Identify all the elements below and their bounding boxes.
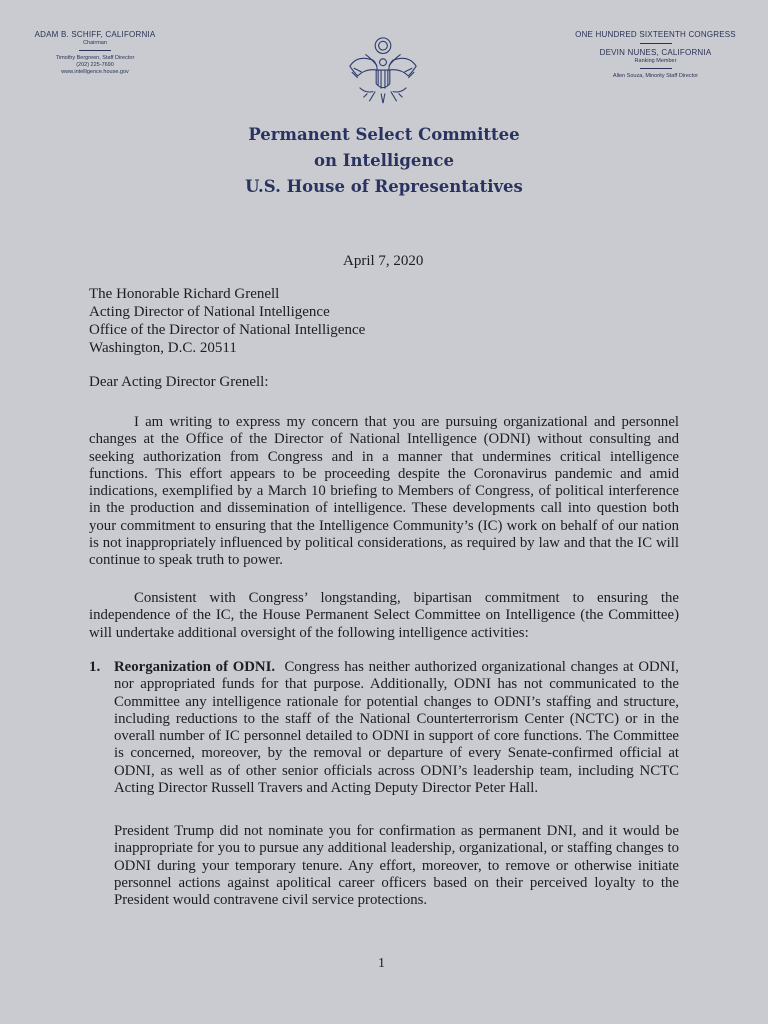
paragraph-1-text: I am writing to express my concern that you are pursuing organizational and personnel changes at the Office of the Director of National Intelligence (ODNI) without consulting and seeking authorization from Congress and in a manner that undermines critical intelligence functions. This effort appears to be proceeding despite the Coronavirus pandemic and amid indications, exemplified by a March 10 briefing to Members of Congress, of political interference in the production and dissemination of intelligence. These developments call into question both your commitment to ensuring that the Intelligence Community’s (IC) work on behalf of our nation is not inappropriately influenced by political considerations, as required by law and that the IC will continue to speak truth to power. [89, 414, 679, 569]
chairman-title: Chairman [83, 40, 107, 46]
paragraph-2-text: Consistent with Congress’ longstanding, bipartisan commitment to ensuring the independence of the IC, the House Permanent Select Committee on Intelligence (the Committee) will undertake additional oversight of the following intelligence activities: [89, 590, 679, 641]
minority-staff-director: Allen Souza, Minority Staff Director [612, 72, 699, 79]
letterhead-right [573, 30, 738, 80]
house-seal-icon [344, 33, 422, 111]
page-number: 1 [378, 956, 385, 971]
chairman-name: ADAM B. SCHIFF, CALIFORNIA [34, 30, 156, 39]
paragraph-4 [114, 823, 679, 909]
list-item-reorganization [114, 659, 679, 797]
address-line: Washington, D.C. 20511 [89, 340, 237, 356]
address-line: Acting Director of National Intelligence [89, 304, 330, 320]
divider [640, 68, 672, 69]
ranking-member-title: Ranking Member [634, 58, 677, 64]
committee-line-2: on Intelligence [314, 151, 454, 170]
address-line: The Honorable Richard Grenell [89, 286, 280, 302]
list-item-text: Congress has neither authorized organizational changes at ODNI, nor appropriated funds for that purpose. Additionally, ODNI has not communicated to the Committee any intelligence rationale for potential changes to ODNI’s staffing and structure, including reductions to the staff of the National Counterterrorism Center (NCTC) or in the overall number of IC personnel detailed to ODNI in support of core functions. The Committee is concerned, moreover, by the removal or departure of every Senate-confirmed official at ODNI, as well as of other senior officials across ODNI’s leadership team, including NCTC Acting Director Russell Travers and Acting Deputy Director Peter Hall. [114, 659, 679, 797]
phone-number: (202) 225-7690 [76, 61, 114, 68]
paragraph-4-text: President Trump did not nominate you for confirmation as permanent DNI, and it would be inappropriate for you to pursue any additional leadership, organizational, or staffing changes to ODNI during your temporary tenure. Any effort, moreover, to remove or otherwise initiate personnel actions against apolitical career officers based on their perceived loyalty to the President would contravene civil service protections. [114, 823, 679, 909]
divider [640, 43, 672, 44]
salutation: Dear Acting Director Grenell: [89, 374, 269, 390]
address-line: Office of the Director of National Intelligence [89, 322, 366, 338]
committee-line-3: U.S. House of Representatives [245, 177, 523, 196]
letter-date: April 7, 2020 [343, 253, 424, 269]
ranking-member-name: DEVIN NUNES, CALIFORNIA [599, 48, 712, 57]
paragraph-1 [89, 414, 679, 570]
committee-line-1: Permanent Select Committee [248, 125, 520, 144]
recipient-address [89, 285, 365, 357]
divider [79, 50, 111, 51]
staff-director: Timothy Bergreen, Staff Director [55, 54, 135, 61]
paragraph-2 [89, 590, 679, 642]
letterhead-left [30, 30, 160, 76]
list-item-heading: Reorganization of ODNI. [114, 659, 276, 675]
committee-name [0, 122, 768, 200]
congress-label: ONE HUNDRED SIXTEENTH CONGRESS [575, 30, 736, 39]
list-item-number: 1. [89, 659, 101, 675]
website: www.intelligence.house.gov [61, 68, 129, 75]
